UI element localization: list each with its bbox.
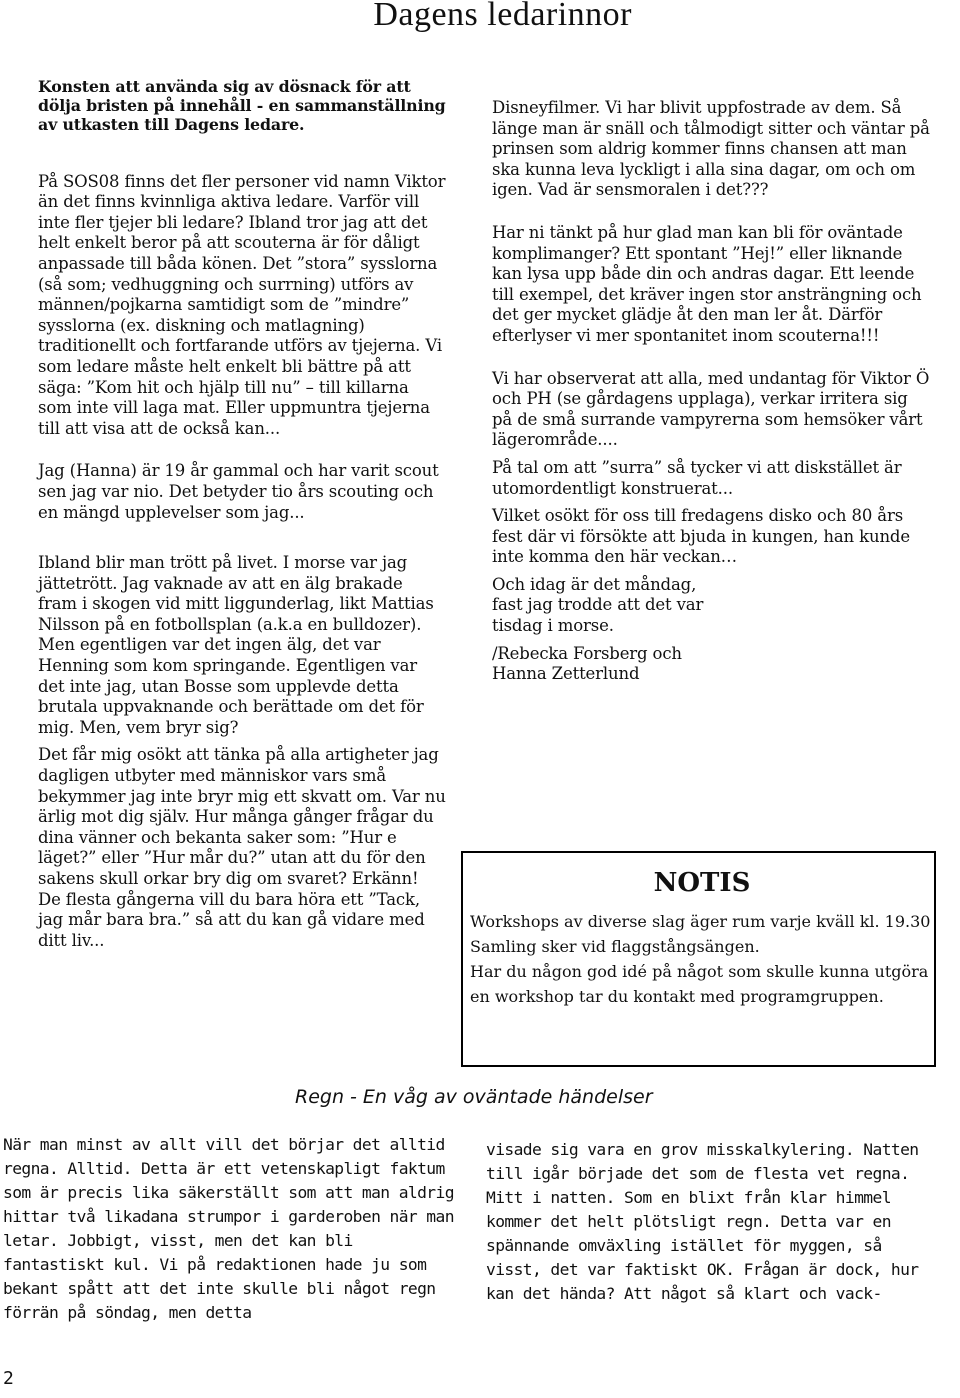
paragraph-hanna-intro: Jag (Hanna) är 19 år gammal och har varit scout sen jag var nio. Det betyder tio års scouting och en mängd upplevelser som jag... xyxy=(38,461,439,522)
left-column xyxy=(38,77,446,951)
right-column xyxy=(492,98,932,685)
paragraph-politeness: Det får mig osökt att tänka på alla artigheter jag dagligen utbyter med människor vars små bekymmer jag inte bryr mig ett skvatt om. Var nu ärlig mot dig själv. Hur många gånger frågar du dina vänner och bekanta saker som: ”Hur e läget?” eller ”Hur mår du?” utan att du för den sakens skull orkar bry dig om svaret? Erkänn! De flesta gångerna vill du bara höra ett ”Tack, jag mår bara bra.” så att du kan gå vidare med ditt liv... xyxy=(38,745,446,950)
notis-box xyxy=(461,851,936,1067)
rain-article-right-text: visade sig vara en grov misskalkylering. Natten till igår började det som de flesta vet regna. Mitt i natten. Som en blixt från klar himmel kommer det helt plötsligt regn. Detta var en spännande omväxling istället för myggen, så visst, det var faktiskt OK. Frågan är dock, hur kan det hända? Att något så klart och vack- xyxy=(486,1140,919,1303)
paragraph-female-leaders: På SOS08 finns det fler personer vid namn Viktor än det finns kvinnliga aktiva ledare. Varför vill inte fler tjejer bli ledare? Ibland tror jag att det helt enkelt beror på att scouterna är för dåligt anpassade till båda könen. Det ”stora” sysslorna (så som; vedhuggning och surrning) utförs av männen/pojkarna samtidigt som de ”mindre” sysslorna (ex. diskning och matlagning) traditionellt och fortfarande utförs av tjejerna. Vi som ledare måste helt enkelt bli bättre på att säga: ”Kom hit och hjälp till nu” – till killarna som inte vill laga mat. Eller uppmuntra tjejerna till att visa att de också kan... xyxy=(38,171,446,438)
paragraph-disco: Vilket osökt för oss till fredagens disko och 80 års fest där vi försökte att bjuda in kungen, han kunde inte komma den här veckan… xyxy=(492,506,910,567)
notis-gathering: Samling sker vid flaggstångsängen. xyxy=(470,937,760,956)
paragraph-dish-rack: På tal om att ”surra” så tycker vi att diskstället är utomordentligt konstruerat... xyxy=(492,457,902,498)
notis-title: NOTIS xyxy=(653,868,751,898)
rain-article-title: Regn - En våg av oväntade händelser xyxy=(295,1086,653,1108)
notis-workshops: Workshops av diverse slag äger rum varje kväll kl. 19.30 xyxy=(470,912,931,931)
paragraph-mosquitoes: Vi har observerat att alla, med undantag för Viktor Ö och PH (se gårdagens upplaga), verkar irritera sig på de små surrande vampyrerna som hemsöker vårt lägerområde.... xyxy=(492,368,930,450)
paragraph-monday-line-1: Och idag är det måndag, xyxy=(492,574,697,594)
paragraph-monday-line-3: tisdag i morse. xyxy=(492,616,614,636)
page-number: 2 xyxy=(3,1368,14,1389)
rain-article-left-text: När man minst av allt vill det börjar det alltid regna. Alltid. Detta är ett vetenskapligt faktum som är precis lika säkerställt som att man aldrig hittar två likadana strumpor i garderoben när man letar. Jobbigt, visst, men det kan bli fantastiskt kul. Vi på redaktionen hade ju som bekant spått att det inte skulle bli något regn förrän på söndag, men detta xyxy=(3,1135,454,1322)
paragraph-disney: Disneyfilmer. Vi har blivit uppfostrade av dem. Så länge man är snäll och tålmodigt sitter och väntar på prinsen som aldrig kommer finns chansen att man ska kunna leva lyckligt i alla sina dagar, om och om igen. Vad är sensmoralen i det??? xyxy=(492,98,930,200)
notis-contact: Har du någon god idé på något som skulle kunna utgöra en workshop tar du kontakt med programgruppen. xyxy=(470,962,929,1006)
signature-line-1: /Rebecka Forsberg och xyxy=(492,643,682,663)
signature-line-2: Hanna Zetterlund xyxy=(492,664,640,684)
paragraph-tired-morning: Ibland blir man trött på livet. I morse var jag jättetrött. Jag vaknade av att en älg brakade fram i skogen vid mitt liggunderlag, likt Mattias Nilsson på en fotbollsplan (a.k.a en bulldozer). Men egentligen var det ingen älg, det var Henning som kom springande. Egentligen var det inte jag, utan Bosse som upplevde detta brutala uppvaknande och berättade om det för mig. Men, vem bryr sig? xyxy=(38,553,434,737)
paragraph-compliments: Har ni tänkt på hur glad man kan bli för oväntade komplimanger? Ett spontant ”Hej!” eller liknande kan lysa upp både din och andras dagar. Ett leende till exempel, det kräver ingen stor ansträngning och det ger mycket glädje åt den man ler åt. Därför efterlyser vi mer spontanitet inom scouterna!!! xyxy=(492,222,922,345)
page-title: Dagens ledarinnor xyxy=(373,0,632,33)
article-heading: Konsten att använda sig av dösnack för att dölja bristen på innehåll - en sammanställning av utkasten till Dagens ledare. xyxy=(38,77,446,135)
paragraph-monday-line-2: fast jag trodde att det var xyxy=(492,595,704,615)
